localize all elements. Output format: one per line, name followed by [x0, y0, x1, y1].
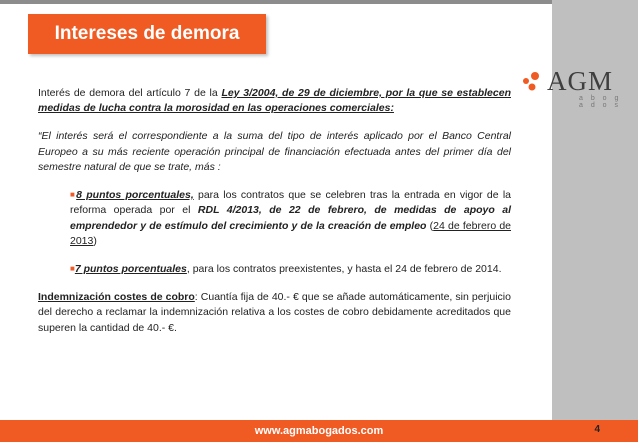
top-rule [0, 0, 638, 4]
bullet1-text: para los contratos que se celebren tras la entrada en vigor de la reforma operada por el [70, 189, 512, 217]
footer-bar [0, 420, 638, 442]
agm-logo [519, 64, 629, 110]
logo-subtitle: a b o g a d o s [579, 95, 622, 109]
slide-content [38, 86, 511, 349]
intro-lead: Interés de demora del artículo 7 de la [38, 87, 222, 99]
indemnization-text: : Cuantía fija de 40.- € que se añade automáticamente, sin perjuicio del derecho a reclamar la indemnización relativa a los costes de cobro debidamente acreditados que superen la cantidad de 40.- €. [38, 291, 511, 334]
bullet2-emph: 7 puntos porcentuales [74, 262, 187, 275]
indemnization-heading: Indemnización costes de cobro [38, 291, 195, 304]
logo-text: AGM [547, 66, 614, 96]
quote-text: “El interés será el correspondiente a la suma del tipo de interés aplicado por el Banco Central Europeo a su más reciente operación principal de financiación efectuada antes del primer día del semestre natural de que se trate, más : [38, 130, 511, 173]
bullet-icon: ■ [70, 190, 77, 200]
slide-title: Intereses de demora [28, 14, 266, 54]
footer-website-link[interactable]: www.agmabogados.com [254, 425, 384, 437]
rdl-reference: RDL 4/2013, de 22 de febrero, de medidas de apoyo al emprendedor y de estímulo del crecimiento y de la creación de empleo [70, 204, 511, 232]
page-number: 4 [594, 424, 600, 435]
bullet-8-points [70, 188, 511, 249]
bullet1-date: 24 de febrero de 2013 [70, 219, 512, 247]
bullet1-paren-open: ( [426, 219, 434, 232]
bullet1-emph: 8 puntos porcentuales, [76, 189, 194, 202]
logo-dots-icon [519, 70, 543, 94]
bullet2-text: , para los contratos preexistentes, y hasta el 24 de febrero de 2014. [186, 262, 502, 275]
bullet-7-points [70, 262, 511, 277]
bullet-icon: ■ [70, 263, 75, 273]
quote-paragraph [38, 129, 511, 175]
indemnization-paragraph [38, 290, 511, 336]
intro-paragraph [38, 86, 511, 116]
bullet1-paren-close: ) [93, 234, 97, 247]
law-reference: Ley 3/2004, de 29 de diciembre, por la que se establecen medidas de lucha contra la morosidad en las operaciones comerciales: [38, 87, 511, 115]
